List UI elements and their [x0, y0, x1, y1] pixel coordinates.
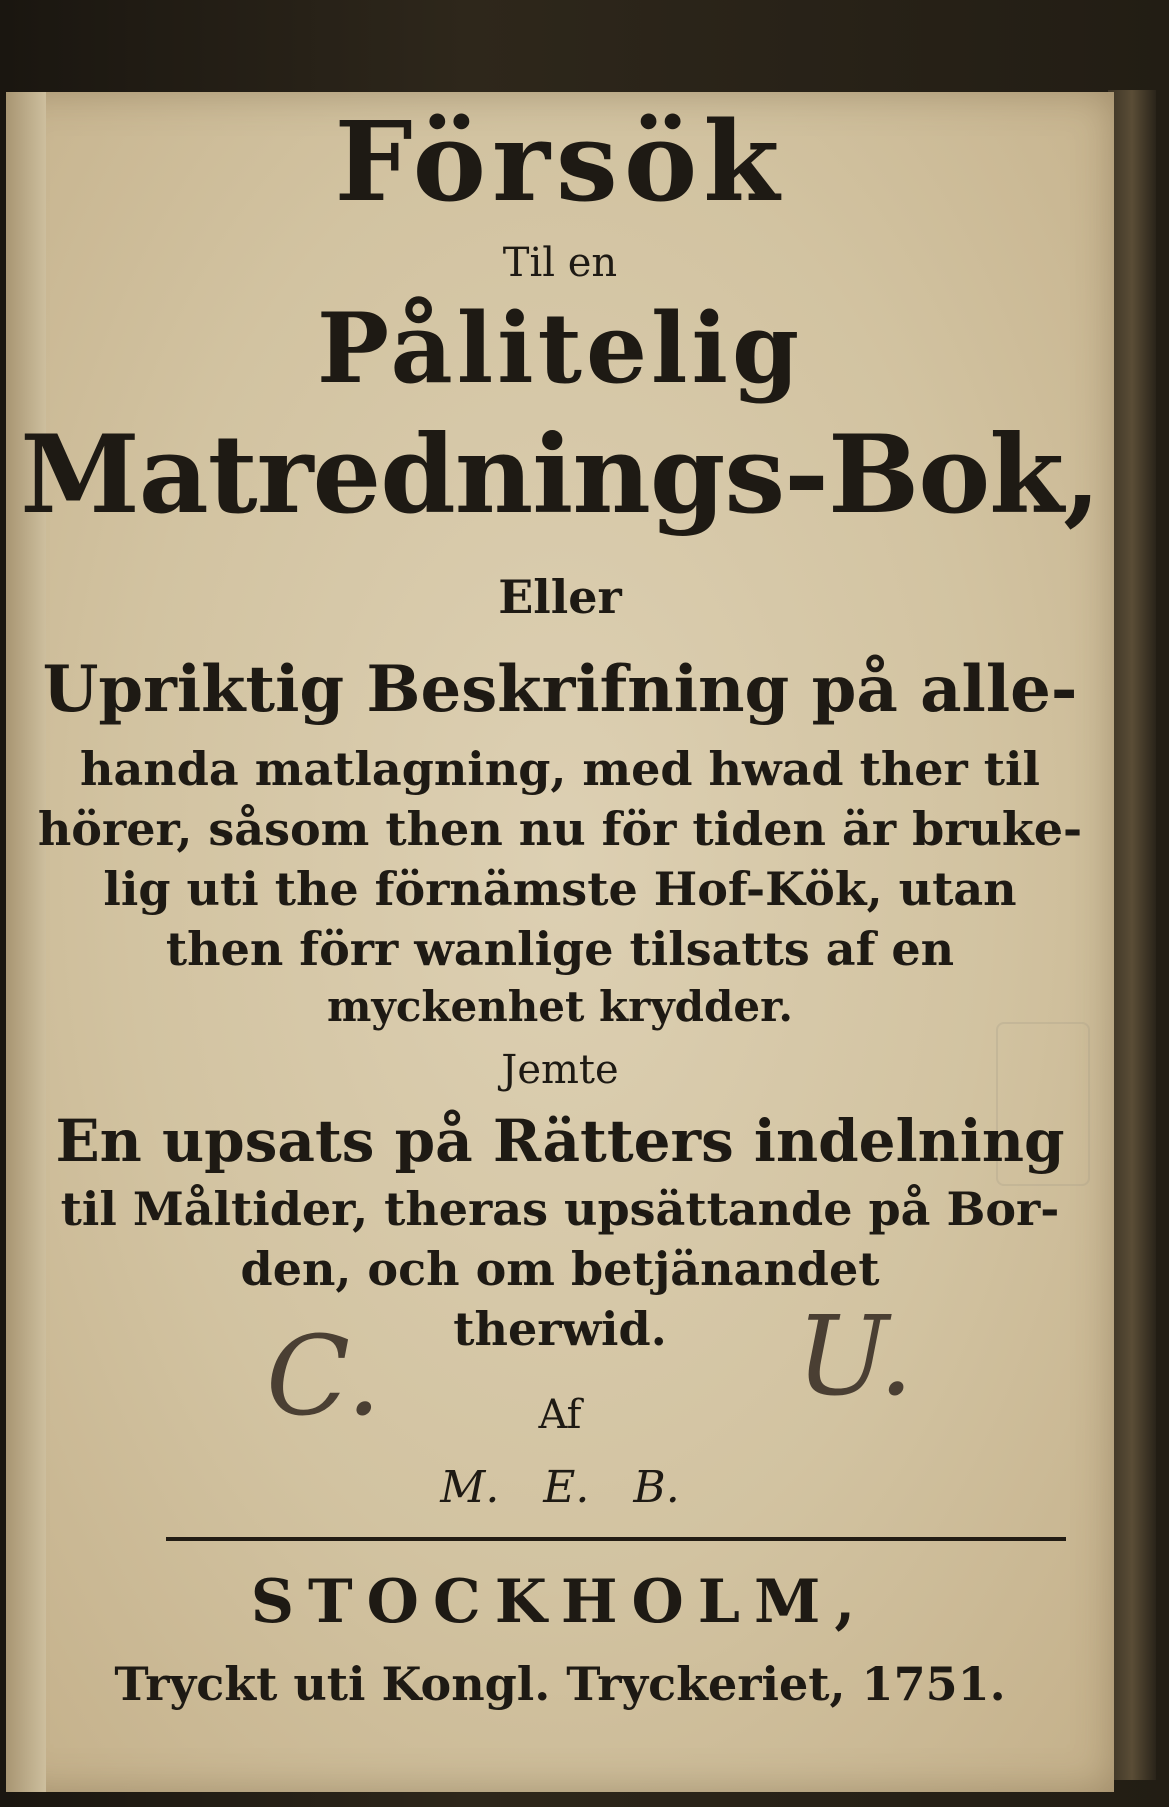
- title-connector: Til en: [502, 240, 618, 286]
- handwritten-mark-left: C.: [266, 1312, 382, 1440]
- continuation-line: En upsats på Rätters indelning: [55, 1107, 1065, 1175]
- subtitle-heading: Upriktig Beskrifning på alle-: [42, 652, 1078, 727]
- jemte-label: Jemte: [501, 1047, 619, 1093]
- title-eller: Eller: [498, 570, 622, 624]
- continuation-line: til Måltider, theras upsättande på Bor-: [60, 1182, 1060, 1236]
- subtitle-line: myckenhet krydder.: [326, 982, 794, 1031]
- book-title: Försök: [334, 97, 786, 226]
- imprint-printer: Tryckt uti Kongl. Tryckeriet, 1751.: [114, 1657, 1006, 1711]
- subtitle-line: lig uti the förnämste Hof-Kök, utan: [103, 862, 1017, 916]
- imprint-place: STOCKHOLM,: [250, 1567, 870, 1637]
- subtitle-line: hörer, såsom then nu för tiden är bruke-: [37, 802, 1083, 856]
- continuation-line: den, och om betjänandet: [240, 1242, 880, 1296]
- book-page-edges: [1108, 90, 1156, 1780]
- subtitle-line: then förr wanlige tilsatts af en: [165, 922, 955, 976]
- title-adjective: Pålitelig: [316, 292, 804, 405]
- title-main: Matrednings-Bok,: [20, 412, 1100, 538]
- title-page: [6, 92, 1114, 1792]
- divider-rule: [166, 1537, 1066, 1541]
- handwritten-mark-right: U.: [796, 1292, 914, 1420]
- subtitle-line: handa matlagning, med hwad ther til: [80, 742, 1040, 796]
- continuation-line: therwid.: [453, 1302, 667, 1356]
- author-initials: M. E. B.: [440, 1462, 680, 1513]
- af-label: Af: [538, 1392, 582, 1438]
